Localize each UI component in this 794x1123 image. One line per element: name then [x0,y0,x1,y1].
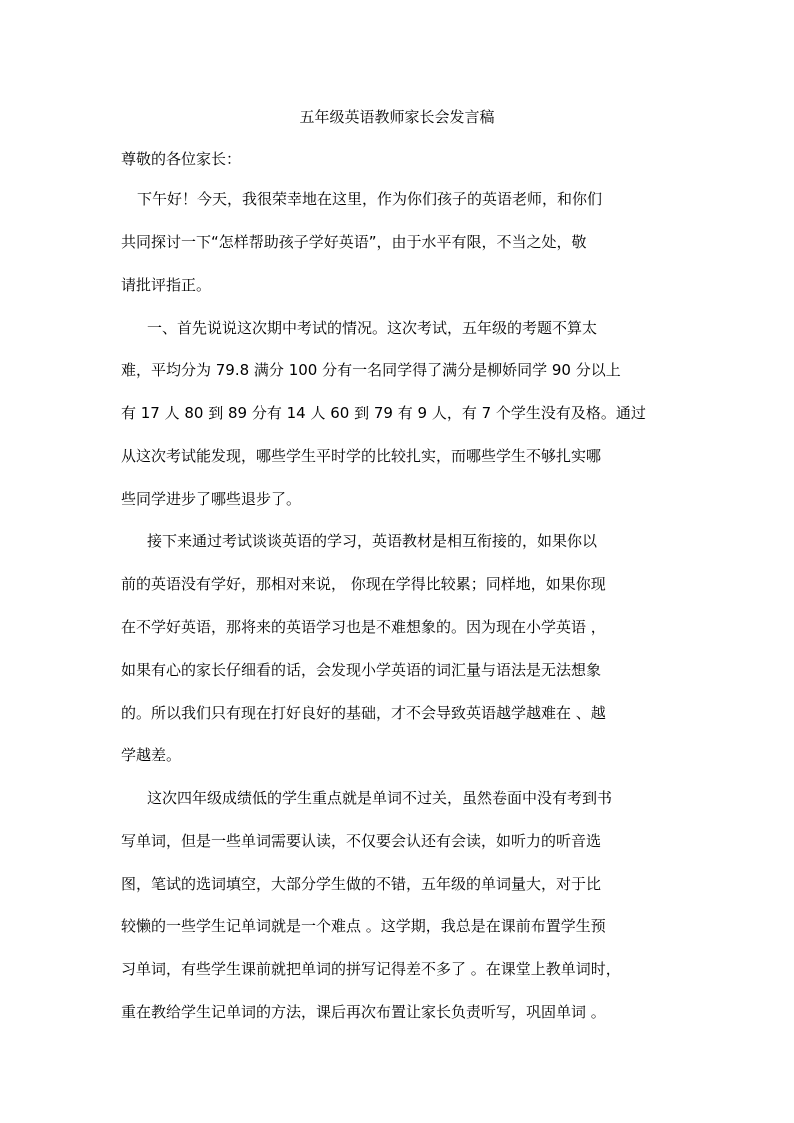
paragraph-2-line-2: 难，平均分为 79.8 满分 100 分有一名同学得了满分是柳娇同学 90 分以上 [121,361,621,379]
paragraph-4-line-6: 重在教给学生记单词的方法，课后再次布置让家长负责听写，巩固单词 。 [121,1003,606,1021]
paragraph-2-line-1: 一、首先说说这次期中考试的情况。这次考试，五年级的考题不算太 [147,319,598,337]
document-title: 五年级英语教师家长会发言稿 [299,108,495,126]
paragraph-2-line-4: 从这次考试能发现，哪些学生平时学的比较扎实，而哪些学生不够扎实哪 [121,447,602,465]
paragraph-3-line-3: 在不学好英语，那将来的英语学习也是不难想象的。因为现在小学英语 ， [121,618,606,636]
paragraph-4-line-4: 较懒的一些学生记单词就是一个难点 。这学期，我总是在课前布置学生预 [121,917,606,935]
salutation: 尊敬的各位家长： [121,150,242,168]
paragraph-3-line-1: 接下来通过考试谈谈英语的学习，英语教材是相互衔接的，如果你以 [147,532,598,550]
paragraph-4-line-2: 写单词，但是一些单词需要认读，不仅要会认还有会读，如听力的听音选 [121,832,602,850]
paragraph-1-line-3: 请批评指正。 [121,276,212,294]
paragraph-3-line-6: 学越差。 [121,746,182,764]
paragraph-3-line-5: 的。所以我们只有现在打好良好的基础，才不会导致英语越学越难在 、越 [121,704,606,722]
paragraph-4-line-1: 这次四年级成绩低的学生重点就是单词不过关，虽然卷面中没有考到书 [147,789,613,807]
paragraph-1-line-1: 下午好！今天，我很荣幸地在这里，作为你们孩子的英语老师，和你们 [137,190,603,208]
paragraph-3-line-4: 如果有心的家长仔细看的话，会发现小学英语的词汇量与语法是无法想象 [121,661,602,679]
paragraph-2-line-3: 有 17 人 80 到 89 分有 14 人 60 到 79 有 9 人，有 7 个学生没有及格。通过 [121,404,646,422]
paragraph-4-line-3: 图，笔试的选词填空，大部分学生做的不错，五年级的单词量大，对于比 [121,875,602,893]
paragraph-4-line-5: 习单词，有些学生课前就把单词的拼写记得差不多了 。在课堂上教单词时， [121,960,621,978]
paragraph-3-line-2: 前的英语没有学好，那相对来说， 你现在学得比较累；同样地，如果你现 [121,575,606,593]
paragraph-2-line-5: 些同学进步了哪些退步了。 [121,490,302,508]
paragraph-1-line-2: 共同探讨一下“怎样帮助孩子学好英语”，由于水平有限，不当之处，敬 [121,233,587,251]
